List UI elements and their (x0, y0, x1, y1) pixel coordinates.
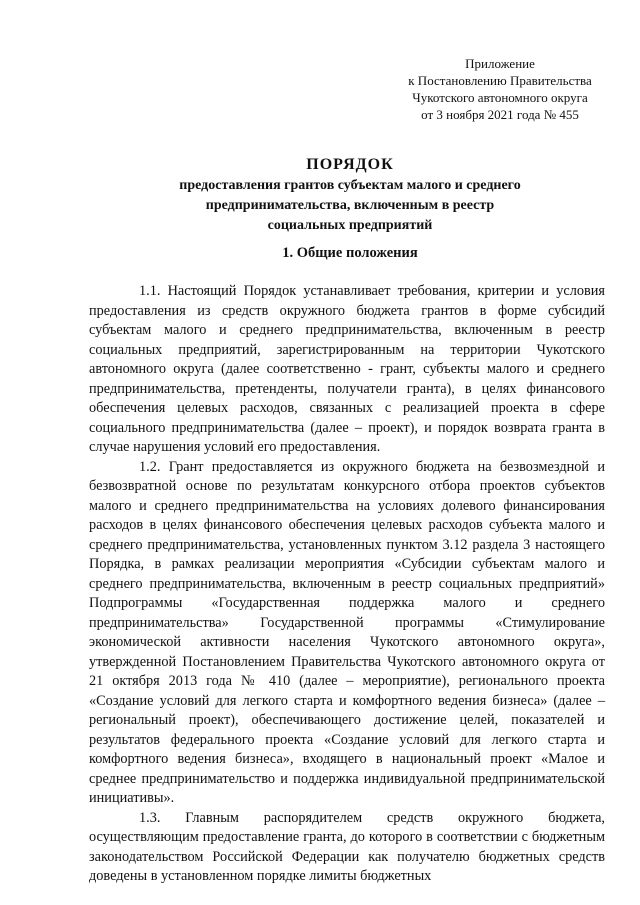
appendix-region: Чукотского автономного округа (412, 90, 588, 105)
appendix-resolution-ref: к Постановлению Правительства (408, 73, 592, 88)
document-subtitle (90, 176, 610, 236)
document-subtitle-line-3: социальных предприятий (267, 218, 433, 233)
appendix-header (395, 55, 605, 123)
document-body (89, 282, 605, 887)
document-subtitle-line-2: предпринимательства, включенным в реестр (205, 198, 495, 213)
section-heading: 1. Общие положения (282, 245, 418, 261)
document-subtitle-line-1: предоставления грантов субъектам малого и среднего (179, 178, 521, 193)
paragraph-1-2: 1.2. Грант предоставляется из окружного бюджета на безвозмездной и безвозвратной основе по результатам конкурсного отбора проектов субъектов малого и среднего предпринимательства на условиях долевого финансирования расходов в целях финансового обеспечения целевых расходов субъекта малого и среднего предпринимательства, установленных пунктом 3.12 раздела 3 настоящего Порядка, в рамках реализации мероприятия «Субсидии субъектам малого и среднего предпринимательства, включенным в реестр социальных предприятий» Подпрограммы «Государственная поддержка малого и среднего предпринимательства» Государственной программы «Стимулирование экономической активности населения Чукотского автономного округа», утвержденной Постановлением Правительства Чукотского автономного округа от 21 октября 2013 года № 410 (далее – мероприятие), регионального проекта «Создание условий для легкого старта и комфортного ведения бизнеса» (далее – региональный проект), обеспечивающего достижение целей, показателей и результатов федерального проекта «Создание условий для легкого старта и комфортного ведения бизнеса», входящего в национальный проект «Малое и среднее предпринимательство и поддержка индивидуальной предпринимательской инициативы». (89, 458, 605, 806)
appendix-label: Приложение (465, 56, 535, 71)
appendix-date-number: от 3 ноября 2021 года № 455 (421, 107, 579, 122)
paragraph-1-3: 1.3. Главным распорядителем средств окружного бюджета, осуществляющим предоставление гранта, до которого в соответствии с бюджетным законодательством Российской Федерации как получателю бюджетных средств доведены в установленном порядке лимиты бюджетных (89, 809, 605, 884)
paragraph-1-1: 1.1. Настоящий Порядок устанавливает требования, критерии и условия предоставления из средств окружного бюджета грантов в форме субсидий субъектам малого и среднего предпринимательства, включенным в реестр социальных предприятий, зарегистрированным на территории Чукотского автономного округа (далее соответственно - грант, субъекты малого и среднего предпринимательства, претенденты, получатели гранта), в целях финансового обеспечения целевых расходов, связанных с реализацией проекта в сфере социального предпринимательства (далее – проект), и порядок возврата гранта в случае нарушения условий его предоставления. (89, 283, 605, 455)
document-title: ПОРЯДОК (306, 156, 394, 173)
